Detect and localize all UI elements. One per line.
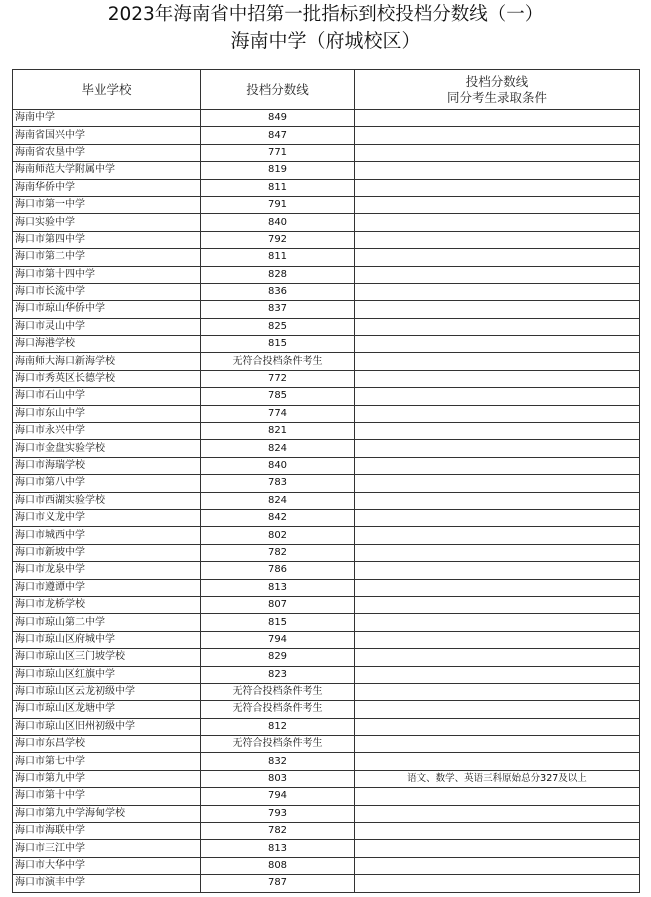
table-row (13, 144, 640, 161)
score-cell: 836 (201, 283, 355, 300)
cond-cell (355, 318, 640, 335)
cond-cell (355, 283, 640, 300)
cond-cell (355, 649, 640, 666)
table-row (13, 649, 640, 666)
cond-cell (355, 753, 640, 770)
cond-cell (355, 475, 640, 492)
score-cell: 807 (201, 596, 355, 613)
cond-cell (355, 127, 640, 144)
score-cell: 812 (201, 718, 355, 735)
table-row (13, 527, 640, 544)
score-table (12, 69, 640, 893)
table-row (13, 509, 640, 526)
page-subtitle: 海南中学（府城校区） (230, 30, 421, 52)
cond-cell (355, 196, 640, 213)
score-cell: 819 (201, 162, 355, 179)
score-cell: 829 (201, 649, 355, 666)
score-cell: 842 (201, 509, 355, 526)
school-cell: 海口市琼山区龙塘中学 (13, 701, 201, 718)
score-cell: 824 (201, 492, 355, 509)
table-row (13, 231, 640, 248)
school-cell: 海口市琼山区旧州初级中学 (13, 718, 201, 735)
score-cell: 771 (201, 144, 355, 161)
header-condition (355, 70, 640, 110)
school-cell: 海口市第九中学 (13, 770, 201, 787)
cond-cell (355, 370, 640, 387)
table-row (13, 614, 640, 631)
score-cell: 828 (201, 266, 355, 283)
cond-cell (355, 162, 640, 179)
school-cell: 海南省农垦中学 (13, 144, 201, 161)
table-header-row (13, 70, 640, 110)
score-cell: 785 (201, 388, 355, 405)
score-cell: 823 (201, 666, 355, 683)
school-cell: 海口市东山中学 (13, 405, 201, 422)
school-cell: 海口市大华中学 (13, 857, 201, 874)
school-cell: 海口市第十四中学 (13, 266, 201, 283)
score-cell: 813 (201, 579, 355, 596)
score-cell: 无符合投档条件考生 (201, 683, 355, 700)
table-row (13, 579, 640, 596)
school-cell: 海口市灵山中学 (13, 318, 201, 335)
score-cell: 840 (201, 214, 355, 231)
school-cell: 海口市第四中学 (13, 231, 201, 248)
cond-cell (355, 231, 640, 248)
table-row (13, 718, 640, 735)
table-row (13, 249, 640, 266)
table-row (13, 388, 640, 405)
table-row (13, 475, 640, 492)
cond-cell (355, 805, 640, 822)
table-row (13, 788, 640, 805)
cond-cell: 语文、数学、英语三科原始总分327及以上 (355, 770, 640, 787)
school-cell: 海口市永兴中学 (13, 423, 201, 440)
header-condition-line2: 同分考生录取条件 (446, 89, 547, 105)
school-cell: 海南师大海口新海学校 (13, 353, 201, 370)
school-cell: 海口市长流中学 (13, 283, 201, 300)
table-row (13, 162, 640, 179)
score-cell: 782 (201, 823, 355, 840)
cond-cell (355, 614, 640, 631)
school-cell: 海南中学 (13, 110, 201, 127)
header-score: 投档分数线 (201, 70, 355, 110)
table-row (13, 596, 640, 613)
cond-cell (355, 440, 640, 457)
cond-cell (355, 788, 640, 805)
school-cell: 海口市新坡中学 (13, 544, 201, 561)
cond-cell (355, 736, 640, 753)
cond-cell (355, 718, 640, 735)
school-cell: 海口市龙泉中学 (13, 562, 201, 579)
table-row (13, 736, 640, 753)
school-cell: 海口市演丰中学 (13, 875, 201, 892)
table-row (13, 336, 640, 353)
school-cell: 海口市东昌学校 (13, 736, 201, 753)
cond-cell (355, 457, 640, 474)
cond-cell (355, 509, 640, 526)
table-row (13, 318, 640, 335)
cond-cell (355, 301, 640, 318)
score-cell: 787 (201, 875, 355, 892)
cond-cell (355, 701, 640, 718)
table-row (13, 301, 640, 318)
school-cell: 海口市第八中学 (13, 475, 201, 492)
table-row (13, 127, 640, 144)
school-cell: 海口市遵谭中学 (13, 579, 201, 596)
table-row (13, 875, 640, 892)
score-cell: 847 (201, 127, 355, 144)
table-row (13, 457, 640, 474)
score-cell: 821 (201, 423, 355, 440)
school-cell: 海口市龙桥学校 (13, 596, 201, 613)
cond-cell (355, 110, 640, 127)
table-row (13, 666, 640, 683)
table-row (13, 196, 640, 213)
table-row (13, 423, 640, 440)
cond-cell (355, 631, 640, 648)
page-title: 2023年海南省中招第一批指标到校投档分数线（一） (107, 4, 544, 25)
score-cell: 824 (201, 440, 355, 457)
school-cell: 海口市西湖实验学校 (13, 492, 201, 509)
school-cell: 海南华侨中学 (13, 179, 201, 196)
table-row (13, 370, 640, 387)
score-cell: 802 (201, 527, 355, 544)
cond-cell (355, 492, 640, 509)
cond-cell (355, 544, 640, 561)
table-body (13, 110, 640, 893)
cond-cell (355, 249, 640, 266)
table-row (13, 214, 640, 231)
school-cell: 海口市琼山第二中学 (13, 614, 201, 631)
score-cell: 815 (201, 614, 355, 631)
school-cell: 海口市金盘实验学校 (13, 440, 201, 457)
score-cell: 849 (201, 110, 355, 127)
header-school: 毕业学校 (13, 70, 201, 110)
school-cell: 海口市琼山区云龙初级中学 (13, 683, 201, 700)
score-cell: 840 (201, 457, 355, 474)
score-cell: 813 (201, 840, 355, 857)
cond-cell (355, 823, 640, 840)
cond-cell (355, 214, 640, 231)
score-cell: 803 (201, 770, 355, 787)
score-cell: 832 (201, 753, 355, 770)
score-cell: 792 (201, 231, 355, 248)
table-row (13, 492, 640, 509)
header-condition-line1: 投档分数线 (465, 73, 529, 89)
table-row (13, 631, 640, 648)
cond-cell (355, 405, 640, 422)
score-cell: 825 (201, 318, 355, 335)
school-cell: 海口市琼山区府城中学 (13, 631, 201, 648)
score-cell: 837 (201, 301, 355, 318)
cond-cell (355, 875, 640, 892)
cond-cell (355, 388, 640, 405)
school-cell: 海南省国兴中学 (13, 127, 201, 144)
score-cell: 774 (201, 405, 355, 422)
table-row (13, 701, 640, 718)
school-cell: 海口市海联中学 (13, 823, 201, 840)
cond-cell (355, 562, 640, 579)
table-row (13, 179, 640, 196)
cond-cell (355, 857, 640, 874)
cond-cell (355, 840, 640, 857)
score-cell: 793 (201, 805, 355, 822)
cond-cell (355, 596, 640, 613)
cond-cell (355, 683, 640, 700)
score-cell: 786 (201, 562, 355, 579)
school-cell: 海口市秀英区长德学校 (13, 370, 201, 387)
table-row (13, 266, 640, 283)
score-cell: 794 (201, 631, 355, 648)
school-cell: 海口市海瑞学校 (13, 457, 201, 474)
score-cell: 811 (201, 179, 355, 196)
score-cell: 无符合投档条件考生 (201, 353, 355, 370)
school-cell: 海口市第二中学 (13, 249, 201, 266)
school-cell: 海口实验中学 (13, 214, 201, 231)
table-row (13, 805, 640, 822)
school-cell: 海口市琼山华侨中学 (13, 301, 201, 318)
cond-cell (355, 423, 640, 440)
cond-cell (355, 666, 640, 683)
score-cell: 无符合投档条件考生 (201, 701, 355, 718)
cond-cell (355, 353, 640, 370)
score-cell: 783 (201, 475, 355, 492)
table-row (13, 753, 640, 770)
table-row (13, 353, 640, 370)
table-row (13, 823, 640, 840)
school-cell: 海口市第九中学海甸学校 (13, 805, 201, 822)
school-cell: 海口市石山中学 (13, 388, 201, 405)
cond-cell (355, 144, 640, 161)
score-cell: 791 (201, 196, 355, 213)
score-cell: 无符合投档条件考生 (201, 736, 355, 753)
school-cell: 海南师范大学附属中学 (13, 162, 201, 179)
school-cell: 海口市第十中学 (13, 788, 201, 805)
school-cell: 海口市琼山区红旗中学 (13, 666, 201, 683)
school-cell: 海口市第一中学 (13, 196, 201, 213)
school-cell: 海口市三江中学 (13, 840, 201, 857)
table-row (13, 440, 640, 457)
table-row (13, 544, 640, 561)
school-cell: 海口市第七中学 (13, 753, 201, 770)
table-row (13, 770, 640, 787)
table-row (13, 857, 640, 874)
table-row (13, 283, 640, 300)
score-cell: 808 (201, 857, 355, 874)
table-row (13, 405, 640, 422)
cond-cell (355, 336, 640, 353)
score-cell: 811 (201, 249, 355, 266)
cond-cell (355, 266, 640, 283)
score-cell: 782 (201, 544, 355, 561)
school-cell: 海口市义龙中学 (13, 509, 201, 526)
score-cell: 772 (201, 370, 355, 387)
school-cell: 海口市琼山区三门坡学校 (13, 649, 201, 666)
cond-cell (355, 527, 640, 544)
table-row (13, 840, 640, 857)
school-cell: 海口市城西中学 (13, 527, 201, 544)
table-row (13, 110, 640, 127)
score-cell: 794 (201, 788, 355, 805)
table-row (13, 562, 640, 579)
score-cell: 815 (201, 336, 355, 353)
school-cell: 海口海港学校 (13, 336, 201, 353)
cond-cell (355, 579, 640, 596)
table-row (13, 683, 640, 700)
cond-cell (355, 179, 640, 196)
